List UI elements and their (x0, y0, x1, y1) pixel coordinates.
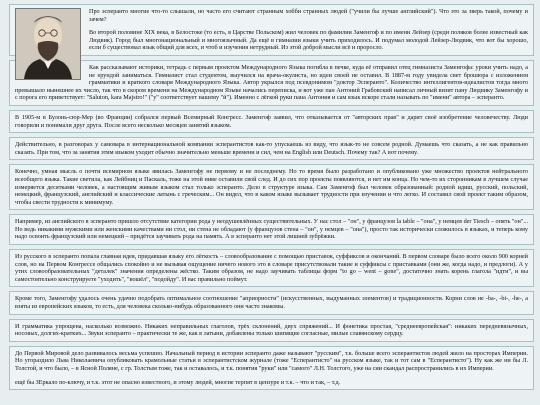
paragraph-conversation: Действительно, в разговорах у самовара в интернациональной компании эсперантистов как-то упускаешь из виду, что язык-то не совсем родной. Думаешь что сказать, а не как правильно сказать. При том, что за занятия этим языком уходит обычно значительно меньше времени и сил, чем на English или Deutsch. Почему так? А вот почему. (15, 141, 528, 156)
content-box-3 (9, 137, 534, 160)
content-box-2 (9, 110, 534, 133)
content-box-1 (9, 60, 534, 106)
paragraph-grammar: И грамматика упрощена, насколько возможно. Никаких неправильных глаголов, трёх склонений, двух спряжений... И фонетика простая, "среднеевропейская": никаких передневязычных, носовых, долгих-кратких... Звуки эсперанто – практически те же, как в латыни, добавлены только шипящие согласные, милые славянскому сердцу. (15, 322, 528, 338)
paragraph-ww1: До Первой Мировой дело развивалось весьма успешно. Начальный период в истории эсперанто даже называют "русским", т.к. больше всего эсперантистов людей жило на просторах Империи. Но угораздило Льва Николаевича опубликовать крамольные статьи в эсперантистском журнале (тоже "Есперантисто" на русском языке, так и тот сам в "Есперантисто"). Ну как же ни бы Л. Толстой, и что было, – в Ясной Поляне, с гр. Толстым тоже, так и оставалось, и т.к. понятия "руки" или "самого" Л.Н. Толстого, уже на сии скандал распространились в их Империи. (15, 349, 528, 372)
portrait-drawing (16, 9, 80, 79)
paragraph-roots: Кроме того, Заменгофу удалось очень удачно подобрать оптимальное соотношение "априорности" (искусственных, выдуманных элементов) и традиционности. Корни слов не -ba-, -bi-, -he-, а взяты из европейских языков, то есть, для человека сколько-нибудь образованного они часто знакомы. (15, 295, 528, 311)
content-box-4 (9, 164, 534, 210)
paragraph-congress: В 1905-м в Булонь-сюр-Мер (во Франции) собрался первый Всемирный Конгресс. Заменгоф заявил, что отказывается от "авторских прав" и дарит своё изобретение человечеству. Люди говорили и понимали друг друга. После всего несколько месяцев занятий языком. (15, 113, 528, 129)
intro-paragraph-1: Про эсперанто многие что-то слышали, но часто его считают странным хобби странных людей ("учили бы лучше английский"). Что это за зверь такой, почему и зачем? (89, 8, 528, 23)
content-box-8 (9, 319, 534, 342)
content-box-6 (9, 249, 534, 287)
content-box-9 (9, 346, 534, 390)
intro-box (9, 4, 534, 56)
article (9, 4, 534, 405)
paragraph-word-formation: Из русского в эсперанто попала главная идея, придавшая языку его лёгкость – словообразование с помощью приставок, суффиксов и окончаний. В первом словаре было всего около 900 корней слов, но на Первом Конгрессе общались спокойно и не вызывая ощущение ничего нового это в словаре присутствовали такие и суффиксы с приставками (они же, когда надо, и предлоги). А у утих словообразовательных "деталек" значения определены жёстко. Таким образом, не надо заучивать таблицы форм "to go – went – gone", достаточно знать корень глагола "идти", и вы самостоятельно конструируете "уходить", "вошёл", "подойду". И вас правильно поймут. (15, 253, 528, 283)
intro-paragraph-2: Во второй половине XIX века, в Белостоке (то есть, в Царстве Польском) жил человек по фамилии Заменгоф и по имени Лейзер (среди поляков более известный как Людвик). Город был многонациональный и многоязычный. Да ещё в гимназии языки учить приходилось. И подумал молодой Лейзер-Людвик, что вот бы хорошо, если б существовал язык общий для всех, и чтоб и изучения нетрудный. Из этой доброй мысли всё и проросло. (89, 29, 528, 52)
paragraph-history: Как рассказывают историки, тетрадь с первым проектом Международного Языка погибла в печке, куда её отправил отец гимназиста Заменгофа: уроки учить надо, а не ерундой заниматься. Гимназист стал студентом, выучился на врача-окулиста, но идеи своей не оставил. В 1887-м году увидела свет брошюра с изложением грамматики и краткого словаря Международного Языка. Автор укрылся под псевдонимом "доктор Эсперанто". Количество интеллигентов-идеалистов тогда много превышало нынешнее их число, так что в скором времени на Международном Языке начались переписка, и вот уже пан Антоний Грабовский написал личный визит пану Людвику Заменгофу и с порога его приветствует: "Saluton, kara Majstro!" ("у" соответствует нашему "й"). Именно с лёгкой руки пана Антония и сам язык вскоре стали называть по "имени" автора – эсперанто. (15, 63, 528, 102)
portrait-photo (15, 8, 81, 80)
paragraph-projects: Конечно, умная мысль о почти всемирном языке явилась Заменгофу не первому и не последнему. Но то время было разработано и опубликовано уже множество проектов нейтрального всеобщего языка. Такие светила, как Лейбниц и Паскаль, тоже на этой ниве оставили свой след. И до сих пор проекты появляются, и нет им конца. Но чем-то их сторонникам в лучшем случае измеряется десятками человек, а настоящим живым языком стал только эсперанто. Дело в структуре языка. Сам Заменгоф был человек образованный: родной идиш, русский, польский, немецкий, французский, английский и классические латынь с греческим... Он видел, что в каком языке вызывает трудности при изучении и что легко. И составил свой проект таким образом, чтобы свести трудности к минимуму. (15, 168, 528, 206)
paragraph-continuation: ещё бы ЗЕркало по-ключу, и т.к. этот не опасно известного, и этому людей, многие терпят в цензуре и т.к. – что и так, – т.д. (15, 378, 341, 386)
paragraph-gender: Например, из английского в эсперанто пришло отсутствие категории рода у неодушевлённых существительных. У нас стол – "он", у французов la table – "она", у немцев der Tiesch – опять "он"... Но ведь никакими мужскими или женскими качествами ни стол, ни стена не обладают (у французов стена – "он", у немцев – "она"), просто так исторически сложилось в языках, и теперь кому надо освоить французский или немецкий – придётся заучивать рода на память. А в эсперанто нет этой лишней зубрёжки. (15, 218, 528, 241)
content-box-5 (9, 214, 534, 245)
content-box-7 (9, 291, 534, 314)
